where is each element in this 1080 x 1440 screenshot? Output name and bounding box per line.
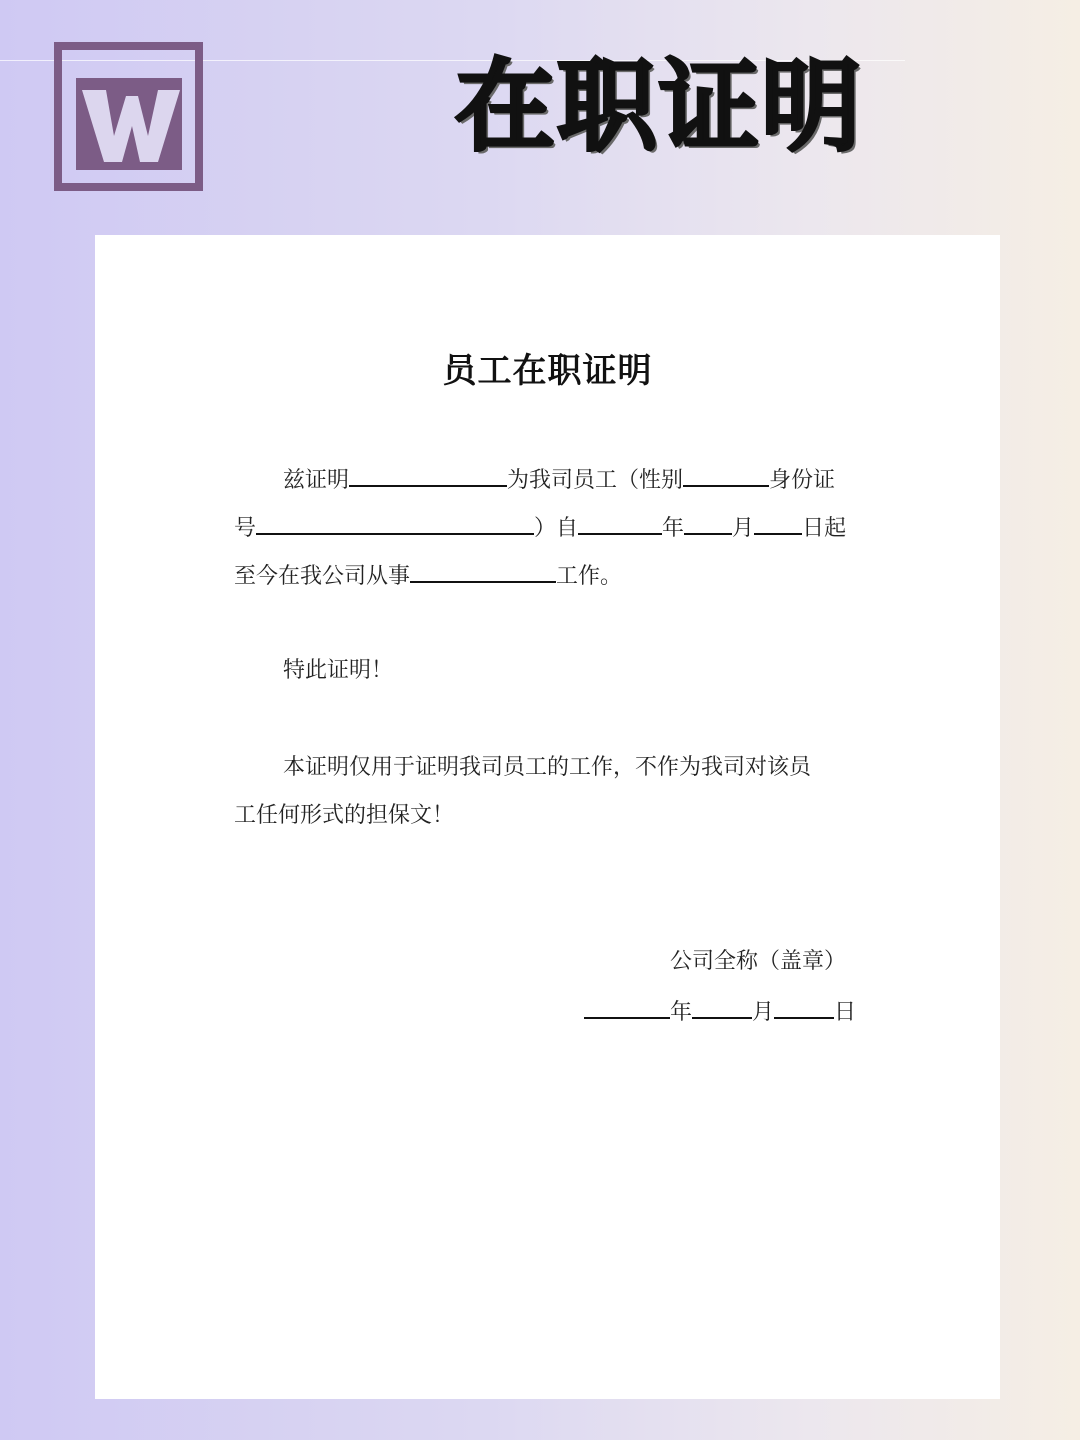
text-fragment: 为我司员工（性别: [507, 468, 684, 493]
sign-day-blank: [774, 995, 834, 1019]
text-fragment: 日起: [802, 516, 847, 541]
text-fragment: 号: [234, 516, 257, 541]
text-fragment: ）自: [534, 516, 579, 541]
text-fragment: 身份证: [769, 468, 836, 493]
position-blank: [410, 559, 556, 583]
text-fragment: 月: [752, 1000, 775, 1025]
paragraph-2: 特此证明！: [283, 658, 394, 683]
company-name-seal: 公司全称（盖章）: [670, 949, 847, 974]
text-fragment: 年: [662, 516, 685, 541]
id-number-blank: [256, 511, 534, 535]
text-fragment: 工作。: [556, 564, 623, 589]
sign-month-blank: [692, 995, 752, 1019]
name-blank: [349, 463, 507, 487]
paragraph-3-line-2: 工任何形式的担保文！: [234, 803, 455, 828]
document-page: [95, 235, 1000, 1399]
paragraph-3-line-1: 本证明仅用于证明我司员工的工作，不作为我司对该员: [283, 755, 812, 780]
paragraph-1-line-1: [283, 463, 835, 496]
text-fragment: 至今在我公司从事: [234, 564, 411, 589]
start-month-blank: [684, 511, 732, 535]
gender-blank: [683, 463, 769, 487]
document-title: 员工在职证明: [442, 351, 653, 391]
text-fragment: 日: [834, 1000, 857, 1025]
word-document-icon: [76, 78, 182, 170]
word-logo: [54, 42, 203, 191]
banner-title: 在职证明: [455, 48, 863, 165]
sign-year-blank: [584, 995, 670, 1019]
text-fragment: 兹证明: [283, 468, 350, 493]
signature-date: [584, 995, 856, 1028]
start-day-blank: [754, 511, 802, 535]
start-year-blank: [578, 511, 662, 535]
paragraph-1-line-2: [234, 511, 846, 544]
paragraph-1-line-3: [234, 559, 622, 592]
text-fragment: 月: [732, 516, 755, 541]
text-fragment: 年: [670, 1000, 693, 1025]
